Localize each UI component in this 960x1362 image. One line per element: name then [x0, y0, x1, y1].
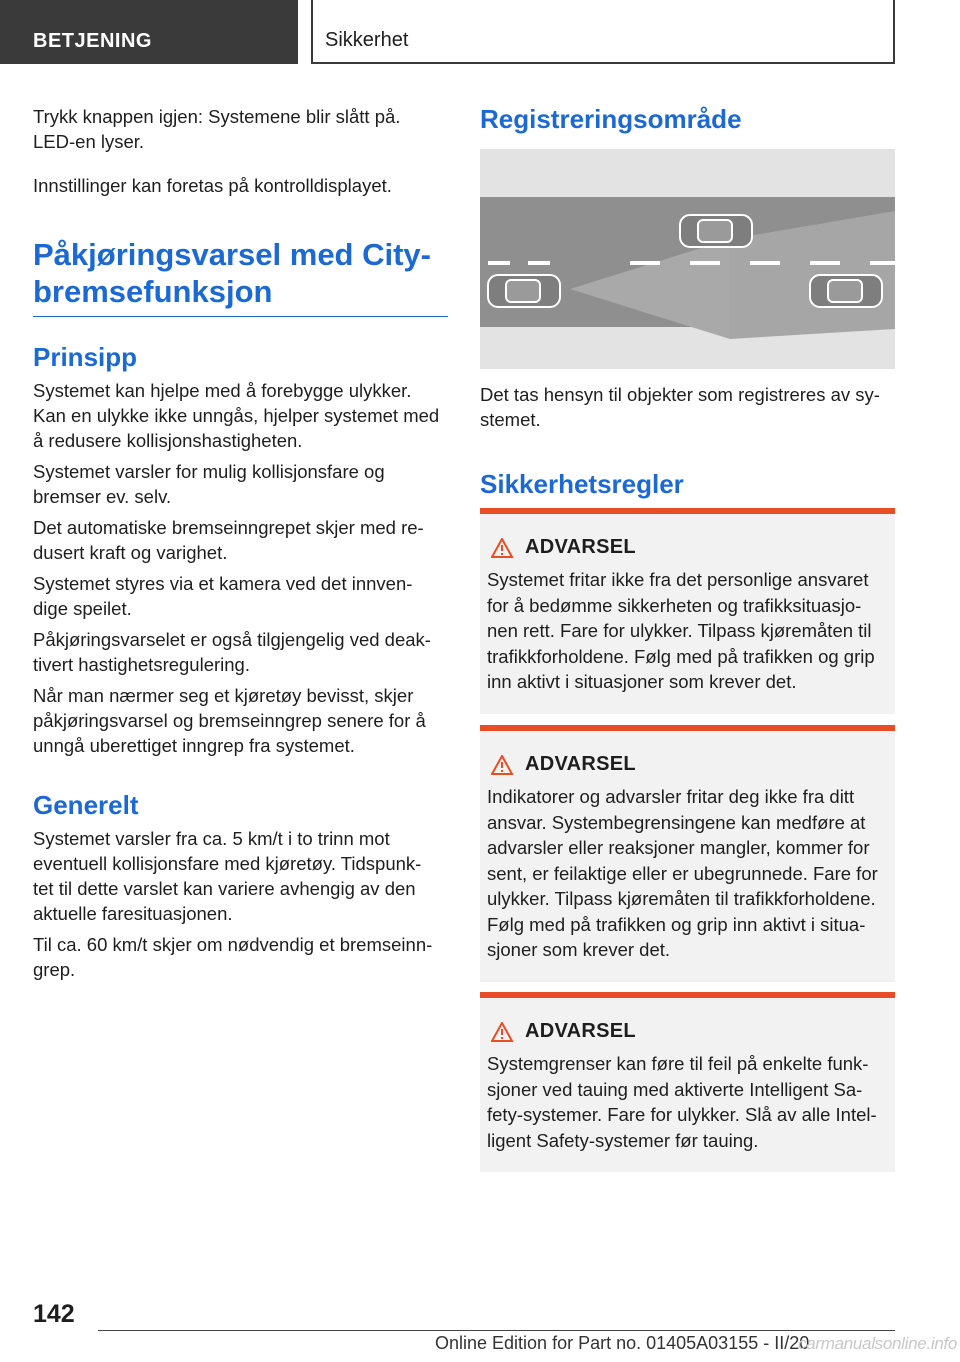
generelt-heading: Generelt	[33, 790, 139, 820]
warning-title-2	[487, 753, 887, 776]
warning-triangle-icon	[491, 538, 513, 558]
warning-label: ADVARSEL	[525, 1020, 636, 1042]
warning-title-1	[487, 536, 887, 559]
warning-label: ADVARSEL	[525, 536, 636, 558]
registreringsomrade-caption: Det tas hensyn til objekter som registreres av sy-stemet.	[480, 384, 880, 430]
warning-triangle-icon	[491, 755, 513, 775]
footer-rule	[98, 1330, 895, 1331]
intro-paragraph-2: Innstillinger kan foretas på kontrolldisplayet.	[33, 175, 392, 196]
watermark-site: carmanualsonline.info	[798, 1334, 958, 1353]
registreringsomrade-heading: Registreringsområde	[480, 104, 742, 134]
prinsipp-paragraph-2: Systemet varsler for mulig kollisjonsfare og bremser ev. selv.	[33, 461, 385, 507]
section-heading	[33, 236, 448, 310]
section-tab: BETJENING	[0, 0, 298, 64]
prinsipp-paragraph-3: Det automatiske bremseinngrepet skjer med re-dusert kraft og varighet.	[33, 517, 424, 563]
intro-paragraph-1: Trykk knappen igjen: Systemene blir slått på. LED-en lyser.	[33, 106, 401, 152]
heading-rule	[33, 316, 448, 317]
prinsipp-heading: Prinsipp	[33, 342, 138, 372]
prinsipp-paragraph-5: Påkjøringsvarselet er også tilgjengelig ved deak-tivert hastighetsregulering.	[33, 629, 431, 675]
warning-text-3: Systemgrenser kan føre til feil på enkelte funk-sjoner ved tauing med aktiverte Intelligent Sa-fety-systemer. Fare for ulykker. Slå av alle Intel-ligent Safety-systemer før tauing.	[487, 1053, 877, 1151]
warning-label: ADVARSEL	[525, 753, 636, 775]
prinsipp-paragraph-6: Når man nærmer seg et kjøretøy bevisst, skjer påkjøringsvarsel og bremseinngrep senere for å unngå uberettiget inngrep fra systemet.	[33, 685, 426, 756]
warning-triangle-icon	[491, 1022, 513, 1042]
warning-title-3	[487, 1020, 887, 1043]
section-heading-line-2: bremsefunksjon	[33, 274, 273, 309]
warning-text-2: Indikatorer og advarsler fritar deg ikke fra ditt ansvar. Systembegrensingene kan medføre at advarsler eller reaksjoner mangler, kommer for sent, er feilaktige eller er ubegrunnede. Fare for ulykker. Tilpass kjøremåten til trafikkforholdene. Følg med på trafikken og grip inn aktivt i situa-sjoner som krever det.	[487, 786, 878, 960]
warning-box-2	[480, 725, 895, 982]
chapter-title: Sikkerhet	[311, 0, 895, 64]
warning-text-1: Systemet fritar ikke fra det personlige ansvaret for å bedømme sikkerheten og trafikksituasjo-nen rett. Fare for ulykker. Tilpass kjøremåten til trafikkforholdene. Følg med på trafikken og grip inn aktivt i situasjoner som krever det.	[487, 569, 875, 692]
detection-area-illustration	[480, 149, 895, 369]
edition-text: Online Edition for Part no. 01405A03155 - II/20	[435, 1333, 810, 1353]
sikkerhetsregler-heading: Sikkerhetsregler	[480, 469, 684, 499]
warning-box-1	[480, 508, 895, 714]
prinsipp-paragraph-1: Systemet kan hjelpe med å forebygge ulykker. Kan en ulykke ikke unngås, hjelper systemet med å redusere kollisjonshastigheten.	[33, 380, 440, 451]
warning-box-3	[480, 992, 895, 1172]
generelt-paragraph-1: Systemet varsler fra ca. 5 km/t i to trinn mot eventuell kollisjonsfare med kjøretøy. Tidspunk-tet til dette varslet kan variere avhengig av den aktuelle faresituasjonen.	[33, 828, 422, 924]
section-heading-line-1: Påkjøringsvarsel med City-	[33, 237, 431, 272]
page-number: 142	[33, 1300, 75, 1328]
prinsipp-paragraph-4: Systemet styres via et kamera ved det innven-dige speilet.	[33, 573, 413, 619]
generelt-paragraph-2: Til ca. 60 km/t skjer om nødvendig et bremseinn-grep.	[33, 934, 433, 980]
